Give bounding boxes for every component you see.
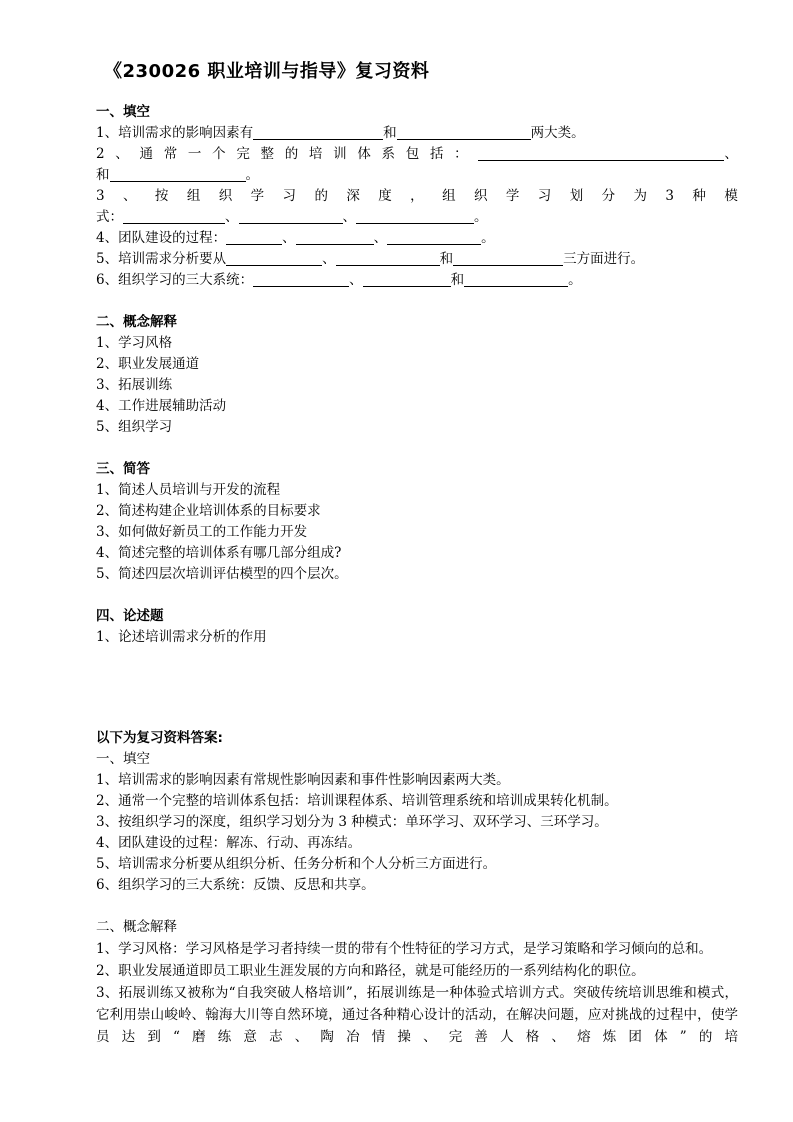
list-item: 2、职业发展通道	[96, 356, 200, 372]
char: 组	[442, 188, 456, 204]
char: 分	[601, 188, 616, 204]
char: 训	[333, 146, 347, 162]
list-item: 3、如何做好新员工的工作能力开发	[96, 524, 308, 540]
fill-question-3-line-2	[96, 207, 738, 228]
answer-line: 2、通常一个完整的培训体系包括：培训课程体系、培训管理系统和培训成果转化机制。	[96, 793, 618, 809]
text: 。	[481, 230, 495, 246]
char: 体	[357, 146, 371, 162]
answer-blank[interactable]	[336, 251, 440, 266]
char: 通	[139, 146, 153, 162]
answer-blank[interactable]	[464, 272, 568, 287]
char: 包	[405, 146, 420, 162]
answer-blank[interactable]	[296, 230, 374, 245]
char: 种	[692, 188, 706, 204]
char: 组	[186, 188, 201, 204]
answer-blank[interactable]	[253, 272, 349, 287]
char: ，	[410, 188, 424, 204]
char: 括	[429, 146, 444, 162]
text: 和	[383, 125, 397, 141]
char: 学	[250, 188, 265, 204]
fill-question-2-line-1	[96, 144, 738, 165]
page-title: 《230026 职业培训与指导》复习资料	[104, 61, 430, 82]
answer-line: 5、培训需求分析要从组织分析、任务分析和个人分析三方面进行。	[96, 856, 497, 872]
text: 、	[373, 230, 388, 246]
text: 5、培训需求分析要从	[96, 251, 227, 267]
text: 和	[450, 272, 465, 288]
list-item: 4、工作进展辅助活动	[96, 398, 227, 414]
answers-fill-heading: 一、填空	[96, 751, 150, 767]
char: 3	[96, 188, 105, 204]
text: 。	[568, 272, 582, 288]
char: 织	[218, 188, 233, 204]
answer-blank[interactable]	[226, 230, 282, 245]
answer-blank[interactable]	[253, 125, 383, 140]
char: ：	[454, 146, 468, 162]
answer-line: 4、团队建设的过程：解冻、行动、再冻结。	[96, 835, 362, 851]
answers-heading: 以下为复习资料答案:	[96, 730, 223, 746]
char: 2	[96, 146, 105, 162]
char: 习	[282, 188, 297, 204]
char: 习	[537, 188, 552, 204]
text: 两大类。	[530, 125, 585, 141]
answer-line: 6、组织学习的三大系统：反馈、反思和共享。	[96, 877, 375, 893]
answer-paragraph: 1、学习风格：学习风格是学习者持续一贯的带有个性特征的学习方式，是学习策略和学习倾向的总和。	[96, 941, 713, 957]
section-heading-essay: 四、论述题	[96, 608, 164, 624]
text: 。	[474, 209, 488, 225]
char: 的	[314, 188, 328, 204]
char: 深	[346, 188, 360, 204]
char: 培	[308, 146, 323, 162]
list-item: 3、拓展训练	[96, 377, 173, 393]
char: 一	[187, 146, 202, 162]
answer-blank[interactable]	[239, 209, 343, 224]
answer-blank[interactable]	[356, 209, 474, 224]
text: 、	[322, 251, 336, 267]
text: 。	[245, 167, 259, 183]
text: 和	[439, 251, 454, 267]
char: 按	[154, 188, 169, 204]
answer-paragraph: 3、拓展训练又被称为“自我突破人格培训”，拓展训练是一种体验式培训方式。突破传统培训思维和模式，它利用崇山峻岭、翰海大川等自然环境，通过各种精心设计的活动，在解决问题，应对挑战的过程中，使学员达到“磨练意志、陶冶情操、完善人格、熔炼团体”的培	[96, 985, 738, 1045]
fill-question-2-line-2	[96, 165, 738, 186]
text: 式：	[96, 209, 123, 225]
char: 度	[378, 188, 392, 204]
document-page	[96, 58, 738, 1048]
text: 、	[342, 209, 356, 225]
section-heading-short-answer: 三、简答	[96, 461, 150, 477]
char: 完	[236, 146, 250, 162]
text: 和	[96, 167, 110, 183]
char: 系	[381, 146, 396, 162]
section-heading-concepts: 二、概念解释	[96, 314, 177, 330]
char: 为	[633, 188, 647, 204]
answer-blank[interactable]	[110, 167, 246, 182]
char: 个	[212, 146, 226, 162]
text: 三方面进行。	[563, 251, 645, 267]
text: 、	[225, 209, 239, 225]
answer-blank[interactable]	[478, 146, 724, 161]
char: 学	[505, 188, 520, 204]
answer-blank[interactable]	[387, 230, 481, 245]
text: 4、团队建设的过程：	[96, 230, 227, 246]
text: 、	[349, 272, 363, 288]
char: 、	[123, 188, 137, 204]
answer-blank[interactable]	[123, 209, 225, 224]
answer-blank[interactable]	[226, 251, 322, 266]
char: 划	[569, 188, 584, 204]
text: 1、培训需求的影响因素有	[96, 125, 254, 141]
answer-line: 1、培训需求的影响因素有常规性影响因素和事件性影响因素两大类。	[96, 772, 510, 788]
char: 、	[115, 146, 129, 162]
fill-question-5	[96, 249, 738, 270]
list-item: 5、组织学习	[96, 419, 173, 435]
text: 6、组织学习的三大系统：	[96, 272, 254, 288]
list-item: 4、简述完整的培训体系有哪几部分组成?	[96, 545, 342, 561]
char: 模	[724, 188, 738, 204]
char: 常	[163, 146, 178, 162]
char: 的	[284, 146, 299, 162]
section-heading-fill: 一、填空	[96, 104, 150, 120]
fill-question-6	[96, 270, 738, 291]
answers-concept-heading: 二、概念解释	[96, 919, 177, 935]
fill-question-3-line-1	[96, 186, 738, 207]
list-item: 2、简述构建企业培训体系的目标要求	[96, 503, 321, 519]
answer-blank[interactable]	[453, 251, 563, 266]
answer-blank[interactable]	[363, 272, 451, 287]
list-item: 1、学习风格	[96, 335, 173, 351]
fill-question-4	[96, 228, 738, 249]
answer-line: 3、按组织学习的深度，组织学习划分为 3 种模式：单环学习、双环学习、三环学习。	[96, 814, 608, 830]
list-item: 5、简述四层次培训评估模型的四个层次。	[96, 566, 348, 582]
list-item: 1、论述培训需求分析的作用	[96, 629, 267, 645]
char: 整	[260, 146, 275, 162]
answer-blank[interactable]	[397, 125, 531, 140]
text: 、	[724, 146, 738, 162]
text: 、	[282, 230, 296, 246]
answer-paragraph: 2、职业发展通道即员工职业生涯发展的方向和路径，就是可能经历的一系列结构化的职位。	[96, 963, 645, 979]
fill-question-1	[96, 123, 738, 144]
char: 3	[665, 188, 674, 204]
char: 织	[473, 188, 488, 204]
list-item: 1、简述人员培训与开发的流程	[96, 482, 281, 498]
